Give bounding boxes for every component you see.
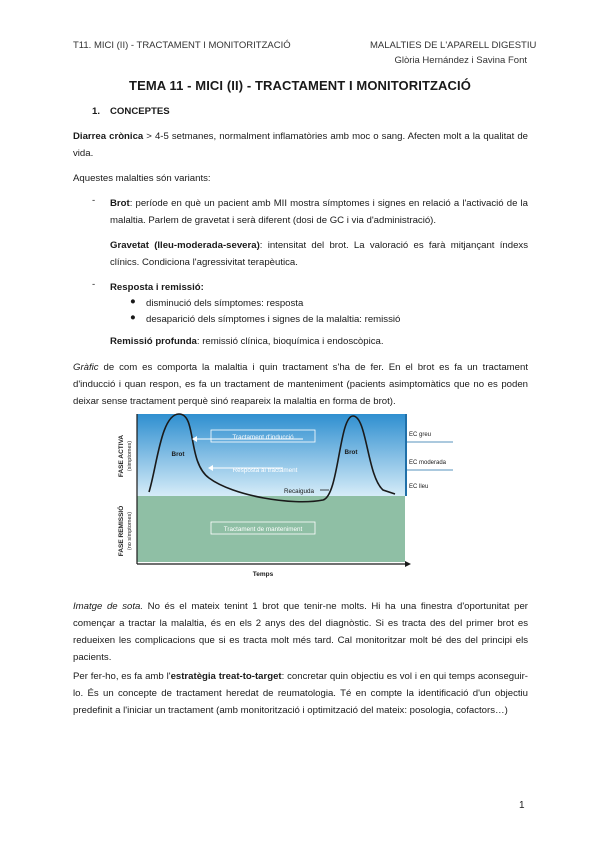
paragraph-brot [110,195,528,229]
term-gravetat: Gravetat (lleu-moderada-severa) [110,240,260,251]
x-axis-arrowhead [405,561,411,567]
bullet-2: ● [130,312,136,323]
label-fase-activa: FASE ACTIVA [118,434,125,478]
label-recaiguda: Recaiguda [283,488,315,495]
label-ec-moderada: EC moderada [409,460,447,466]
text-target-pre: Per fer-ho, es fa amb l' [73,671,171,682]
bullet-1: ● [130,296,136,307]
term-imatge-soto: Imatge de sota. [73,601,144,612]
term-brot: Brot [110,198,130,209]
paragraph-gravetat [110,237,528,271]
label-fase-remissio: FASE REMISSIÓ [118,505,125,557]
header-right: MALALTIES DE L'APARELL DIGESTIU [370,40,537,51]
term-grafic: Gràfic [73,362,99,373]
text-gravetat: : intensitat del brot. La valoració es farà mitjançant índexs clínics. Condiciona l'agressivitat terapèutica. [110,240,528,268]
text-diarrea: > 4-5 setmanes, normalment inflamatòries amb moc o sang. Afecten molt a la qualitat de vida. [73,131,528,159]
term-treat-to-target: estratègia treat-to-target [170,671,282,682]
label-ec-lleu: EC lleu [409,484,429,490]
label-fase-remissio-sub: (no símptomes) [127,511,133,551]
label-brot-left: Brot [171,451,185,458]
dash-resposta: - [92,279,96,290]
list-item-resposta: disminució dels símptomes: resposta [146,298,304,309]
section-number: 1. [92,106,101,117]
paragraph-imatge-soto [73,598,528,666]
label-fase-activa-sub: (simptomes) [127,440,133,472]
disease-course-chart [113,406,483,581]
label-temps: Temps [252,571,274,578]
label-brot-right: Brot [344,449,358,456]
header-author: Glòria Hernández i Savina Font [394,55,527,66]
header-left: T11. MICI (II) - TRACTAMENT I MONITORITZACIÓ [73,40,291,51]
paragraph-treat-to-target [73,668,528,719]
text-target: : concretar quin objectiu es vol i en qui temps aconseguir-lo. És un concepte de tractament heredat de reumatologia. Té en compte la identificació d'un objectiu predefinit a l'iniciar un tractament (amb monitorització i optimització del mateix: posologia, cofactors…) [73,671,528,716]
label-induccio: Tractament d'inducció [232,434,294,441]
text-imatge-soto: No és el mateix tenint 1 brot que tenir-ne molts. Hi ha una finestra d'oportunitat per començar a tractar la malaltia, és en els 2 anys des del diagnòstic. Si es tracta des del primer brot es redueixen les complicacions que si es tracta molt més tard. Cal monitoritzar molt bé des del principi els pacients. [73,601,528,663]
paragraph-remissio [110,333,528,350]
text-brot: : període en què un pacient amb MII mostra símptomes i signes en relació a l'activació de la malaltia. Parlem de gravetat i serà diferent (dosi de GC i via d'administració). [110,198,528,226]
list-item-remissio: desaparició dels símptomes i signes de la malaltia: remissió [146,314,401,325]
paragraph-grafic [73,359,528,410]
term-resposta: Resposta i remissió: [110,282,204,293]
text-grafic: de com es comporta la malaltia i quin tractament s'ha de fer. En el brot es fa un tractament d'inducció i quan respon, es fa un tractament de manteniment (pacients asimptomàtics que no es poden deixar sense tractament perquè sinó reapareix la malaltia en forma de brot). [73,362,528,407]
page-number: 1 [519,800,525,811]
label-ec-greu: EC greu [409,432,432,438]
dash-brot: - [92,195,96,206]
term-remissio: Remissió profunda [110,336,197,347]
text-remissio: : remissió clínica, bioquímica i endoscòpica. [196,336,384,347]
paragraph-variants: Aquestes malalties són variants: [73,173,211,184]
label-manteniment: Tractament de manteniment [223,526,303,533]
label-resposta: Resposta al tractament [232,467,298,474]
ec-scale-bar [405,414,407,496]
paragraph-diarrea [73,128,528,162]
term-diarrea: Diarrea crònica [73,131,144,142]
section-heading: CONCEPTES [110,106,170,117]
page-title: TEMA 11 - MICI (II) - TRACTAMENT I MONITORITZACIÓ [129,78,471,93]
